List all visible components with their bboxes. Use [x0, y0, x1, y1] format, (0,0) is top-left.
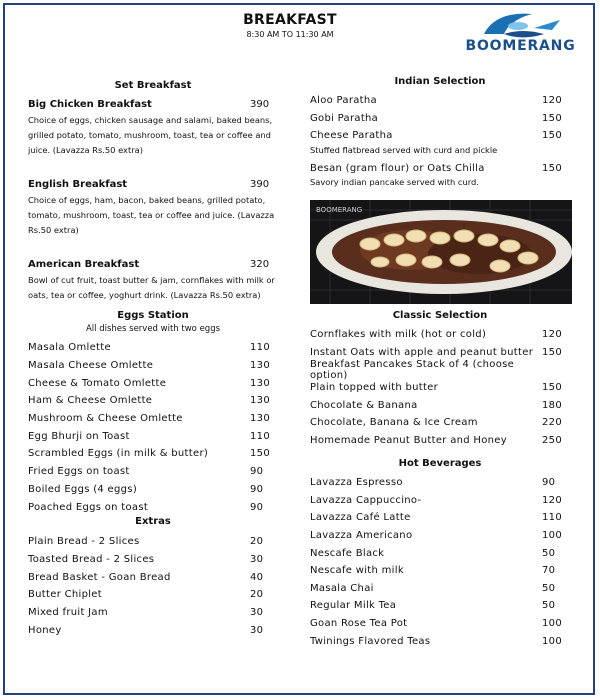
eggs-station-section [28, 310, 278, 334]
menu-item [310, 597, 570, 615]
item-description: oats, tea or coffee, yoghurt drink. (Lavazza Rs.50 extra) [28, 290, 261, 300]
set-breakfast-item [28, 176, 278, 238]
service-hours: 8:30 AM TO 11:30 AM [246, 30, 334, 39]
menu-item [310, 396, 570, 414]
section-title: Hot Beverages [398, 458, 482, 469]
item-price: 20 [250, 536, 264, 548]
item-description: Choice of eggs, chicken sausage and salami, baked beans, [28, 115, 273, 125]
pancake-photo [310, 200, 572, 304]
menu-item [310, 92, 570, 110]
classic-selection-section [310, 310, 570, 321]
set-breakfast-item [28, 256, 278, 303]
item-price: 150 [542, 130, 562, 142]
menu-item [28, 339, 278, 357]
item-heading [28, 176, 278, 193]
item-name: Plain topped with butter [310, 382, 439, 394]
item-name: Plain Bread - 2 Slices [28, 536, 140, 548]
item-heading [28, 96, 278, 113]
menu-item [310, 527, 570, 545]
menu-item [28, 533, 278, 551]
menu-title: BREAKFAST [243, 12, 337, 28]
item-price: 100 [542, 530, 562, 542]
item-price: 150 [542, 162, 562, 174]
item-description: juice. (Lavazza Rs.50 extra) [28, 145, 143, 155]
item-price: 390 [250, 99, 270, 110]
menu-item [28, 586, 278, 604]
item-price: 120 [542, 329, 562, 341]
item-heading [28, 256, 278, 273]
extras-section [28, 516, 278, 527]
section-title: Eggs Station [117, 310, 189, 321]
logo-text: BOOMERANG [465, 38, 576, 54]
item-price: 110 [250, 342, 270, 354]
item-name: Gobi Paratha [310, 112, 379, 124]
item-price: 150 [542, 346, 562, 358]
item-price: 150 [542, 112, 562, 124]
item-price: 110 [542, 512, 562, 524]
menu-item [310, 110, 570, 128]
item-price: 90 [250, 466, 264, 478]
item-name: Breakfast Pancakes Stack of 4 (choose option) [310, 358, 515, 381]
menu-item [28, 498, 278, 516]
item-description: grilled potato, tomato, mushroom, toast, tea or coffee and [28, 130, 271, 140]
section-note: All dishes served with two eggs [85, 324, 221, 334]
item-name: Cheese & Tomato Omlette [28, 377, 167, 389]
item-name: Honey [28, 624, 62, 636]
item-note: Savory indian pancake served with curd. [310, 177, 479, 187]
item-name: Lavazza Espresso [310, 477, 403, 489]
menu-item [310, 358, 570, 381]
item-price: 150 [250, 448, 270, 460]
menu-item [310, 432, 570, 450]
item-name: Ham & Cheese Omlette [28, 395, 153, 407]
extras-list [28, 533, 278, 639]
item-description: Choice of eggs, ham, bacon, baked beans, grilled potato, [28, 195, 266, 205]
item-name: Chocolate & Banana [310, 399, 418, 411]
section-title: Classic Selection [392, 310, 488, 321]
boomerang-logo [448, 8, 593, 60]
item-price: 250 [542, 434, 562, 446]
item-note: Stuffed flatbread served with curd and pickle [310, 144, 498, 155]
item-price: 130 [250, 377, 270, 389]
item-name: Butter Chiplet [28, 589, 102, 601]
item-name: American Breakfast [28, 259, 140, 270]
item-name: Aloo Paratha [310, 95, 377, 107]
item-name: Cheese Paratha [310, 130, 393, 142]
section-title: Indian Selection [394, 76, 486, 87]
item-name: Egg Bhurji on Toast [28, 430, 130, 442]
item-price: 50 [542, 547, 556, 559]
item-price: 20 [250, 589, 264, 601]
item-price: 90 [542, 477, 556, 489]
menu-item [28, 427, 278, 445]
set-breakfast-list [28, 96, 278, 321]
boomerang-emblem-icon [448, 8, 593, 42]
item-price: 130 [250, 360, 270, 372]
item-price: 110 [250, 430, 270, 442]
indian-selection-section [310, 76, 570, 87]
item-name: Nescafe with milk [310, 565, 404, 577]
item-price: 90 [250, 501, 264, 513]
item-name: Big Chicken Breakfast [28, 99, 152, 110]
section-title: Extras [135, 516, 171, 527]
classic-selection-list [310, 326, 570, 449]
menu-item [310, 492, 570, 510]
item-name: Mushroom & Cheese Omlette [28, 413, 183, 425]
item-name: Bread Basket - Goan Bread [28, 571, 171, 583]
item-name: Lavazza Cappuccino- [310, 494, 422, 506]
item-name: Lavazza Americano [310, 530, 413, 542]
item-price: 320 [250, 259, 270, 270]
menu-item [28, 604, 278, 622]
item-name: Poached Eggs on toast [28, 501, 149, 513]
item-name: Mixed fruit Jam [28, 607, 108, 619]
item-name: Besan (gram flour) or Oats Chilla [310, 162, 485, 174]
item-name: Scrambled Eggs (in milk & butter) [28, 448, 209, 460]
item-price: 120 [542, 494, 562, 506]
item-price: 220 [542, 417, 562, 429]
menu-item [310, 160, 570, 178]
item-price: 130 [250, 395, 270, 407]
pancake-plate-image [310, 200, 572, 304]
hot-beverages-list [310, 474, 570, 650]
menu-item [28, 551, 278, 569]
item-description: Bowl of cut fruit, toast butter & jam, cornflakes with milk or [28, 275, 275, 285]
menu-item [28, 445, 278, 463]
set-breakfast-item [28, 96, 278, 158]
menu-item [310, 474, 570, 492]
menu-item [310, 379, 570, 397]
item-price: 130 [250, 413, 270, 425]
item-price: 50 [542, 582, 556, 594]
menu-item [310, 632, 570, 650]
item-name: Boiled Eggs (4 eggs) [28, 483, 138, 495]
item-price: 120 [542, 95, 562, 107]
menu-item [28, 463, 278, 481]
menu-item [310, 562, 570, 580]
indian-selection-list [310, 92, 570, 192]
item-price: 70 [542, 565, 556, 577]
menu-item [28, 374, 278, 392]
item-name: Goan Rose Tea Pot [310, 618, 408, 630]
item-name: Cornflakes with milk (hot or cold) [310, 329, 487, 341]
menu-item [310, 615, 570, 633]
menu-item [310, 326, 570, 344]
eggs-station-list [28, 339, 278, 516]
item-name: Regular Milk Tea [310, 600, 397, 612]
item-price: 30 [250, 607, 264, 619]
item-name: English Breakfast [28, 179, 128, 190]
photo-logo-text: BOOMERANG [316, 206, 363, 214]
item-name: Fried Eggs on toast [28, 466, 130, 478]
item-name: Masala Cheese Omlette [28, 360, 154, 372]
set-breakfast-section [28, 80, 278, 91]
item-price: 150 [542, 382, 562, 394]
item-price: 50 [542, 600, 556, 612]
item-price: 390 [250, 179, 270, 190]
item-price: 30 [250, 554, 264, 566]
hot-beverages-section [310, 458, 570, 469]
menu-item [310, 580, 570, 598]
item-name: Lavazza Café Latte [310, 512, 411, 524]
menu-item [28, 481, 278, 499]
item-price: 30 [250, 624, 264, 636]
item-name: Masala Chai [310, 582, 374, 594]
item-name: Nescafe Black [310, 547, 385, 559]
section-title: Set Breakfast [114, 80, 192, 91]
item-name: Twinings Flavored Teas [310, 635, 431, 647]
menu-item [28, 357, 278, 375]
item-price: 100 [542, 618, 562, 630]
item-name: Masala Omlette [28, 342, 111, 354]
item-name: Chocolate, Banana & Ice Cream [310, 417, 478, 429]
menu-item [310, 544, 570, 562]
item-price: 100 [542, 635, 562, 647]
item-description: tomato, mushroom, toast, tea or coffee and juice. (Lavazza [28, 210, 275, 220]
item-name: Homemade Peanut Butter and Honey [310, 434, 507, 446]
menu-item [310, 127, 570, 145]
menu-item [310, 414, 570, 432]
menu-item [28, 410, 278, 428]
menu-item [28, 392, 278, 410]
item-price: 180 [542, 399, 562, 411]
item-name: Toasted Bread - 2 Slices [28, 554, 155, 566]
item-description: Rs.50 extra) [28, 225, 79, 235]
item-name: Instant Oats with apple and peanut butter [310, 346, 534, 358]
item-price: 40 [250, 571, 264, 583]
menu-item [28, 621, 278, 639]
menu-item [28, 568, 278, 586]
menu-item [310, 509, 570, 527]
item-price: 90 [250, 483, 264, 495]
